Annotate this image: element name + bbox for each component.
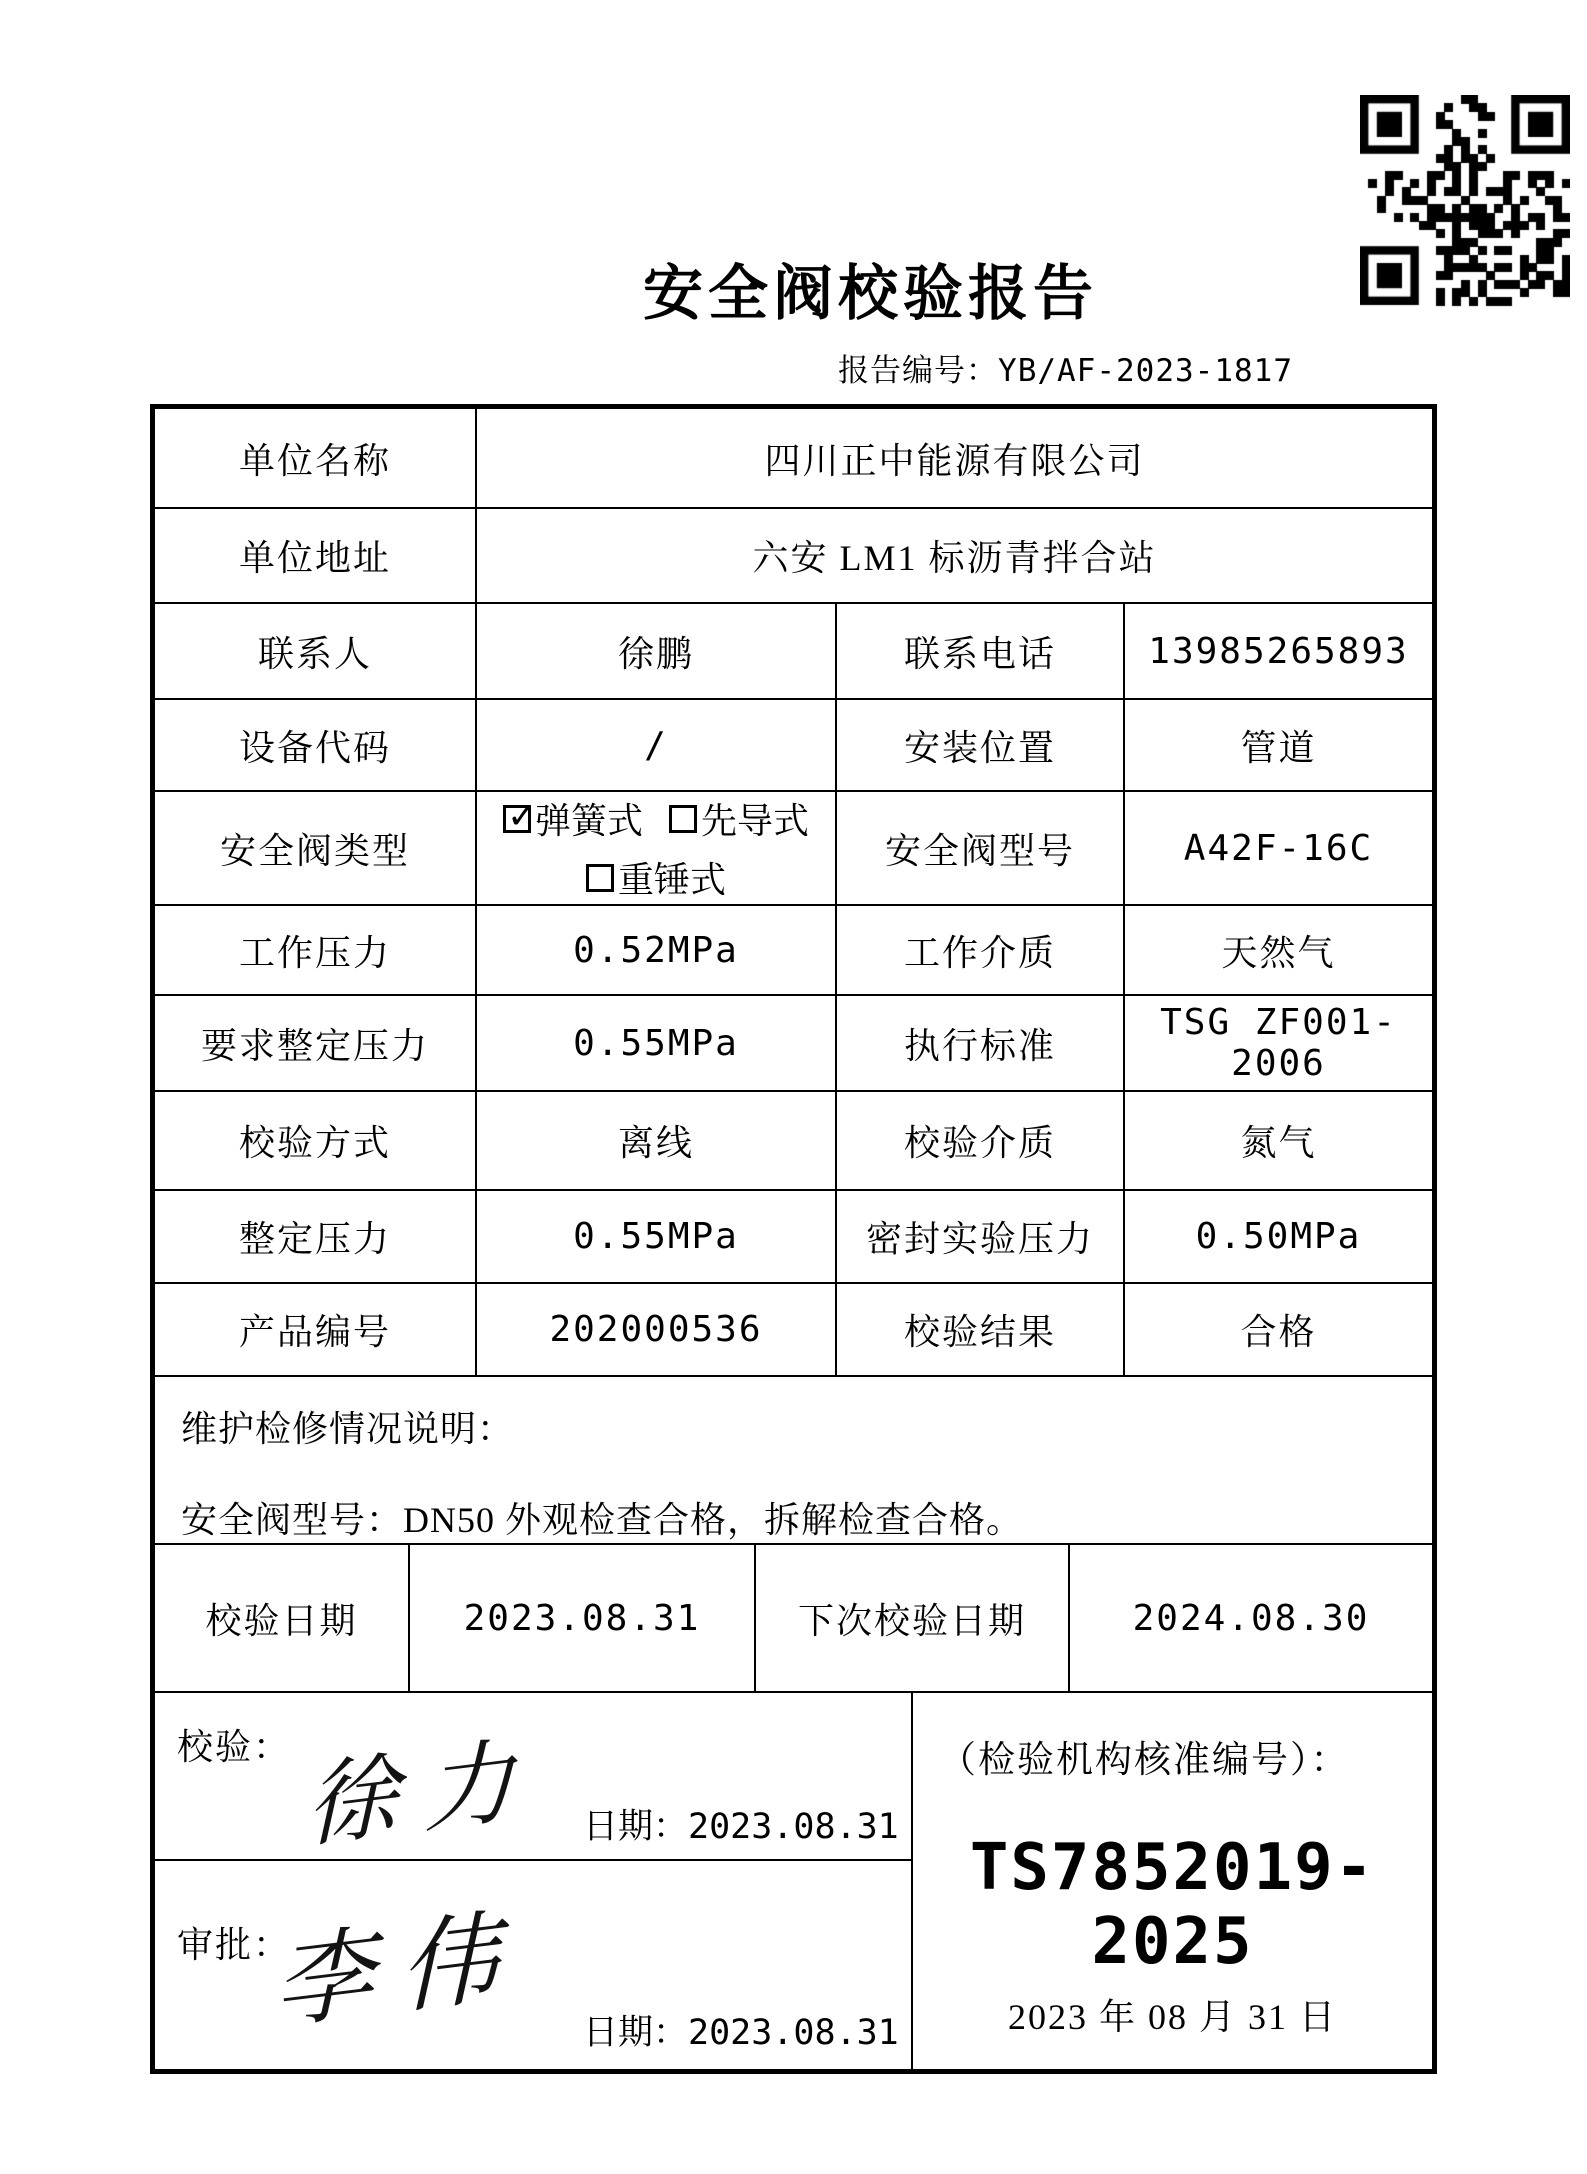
calibration-date-label: 校验日期 <box>155 1545 410 1693</box>
page-title: 安全阀校验报告 <box>643 261 1098 327</box>
report-number <box>838 345 1293 390</box>
next-calibration-date-value: 2024.08.30 <box>1070 1545 1432 1693</box>
calibration-date-value: 2023.08.31 <box>410 1545 756 1693</box>
unit-address-value: 六安 LM1 标沥青拌合站 <box>477 509 1432 604</box>
verify-date <box>583 1799 899 1849</box>
org-approval-code: TS7852019-2025 <box>969 1831 1376 1979</box>
org-cell <box>913 1693 1432 2069</box>
required-set-pressure-label: 要求整定压力 <box>155 996 477 1092</box>
checkbox-weight-type-icon <box>586 864 614 892</box>
verify-label: 校验： <box>177 1727 292 1767</box>
approve-signature: 李伟 <box>273 1899 526 2042</box>
report-number-label: 报告编号： <box>838 353 999 388</box>
contact-label: 联系人 <box>155 604 477 700</box>
report-number-value: YB/AF-2023-1817 <box>998 353 1293 389</box>
unit-name-label: 单位名称 <box>155 409 477 509</box>
unit-address-label: 单位地址 <box>155 509 477 604</box>
calibration-method-value: 离线 <box>477 1092 837 1191</box>
calibration-medium-label: 校验介质 <box>837 1092 1125 1191</box>
standard-label: 执行标准 <box>837 996 1125 1092</box>
calibration-medium-value: 氮气 <box>1125 1092 1432 1191</box>
signoff-section <box>155 1693 1432 2069</box>
valve-model-value: A42F-16C <box>1125 792 1432 906</box>
set-pressure-label: 整定压力 <box>155 1191 477 1284</box>
checkbox-spring-type-icon <box>503 805 531 833</box>
work-pressure-value: 0.52MPa <box>477 906 837 996</box>
set-pressure-value: 0.55MPa <box>477 1191 837 1284</box>
install-position-value: 管道 <box>1125 700 1432 792</box>
dates-row <box>155 1545 1432 1693</box>
report-table <box>150 404 1437 2074</box>
device-code-value: / <box>477 700 837 792</box>
info-grid <box>155 409 1432 1377</box>
maintenance-note-text: 安全阀型号：DN50 外观检查合格，拆解检查合格。 <box>181 1500 1023 1540</box>
checkbox-pilot-type-label: 先导式 <box>701 801 810 841</box>
approve-date <box>583 2005 899 2055</box>
valve-type-label: 安全阀类型 <box>155 792 477 906</box>
verify-date-label: 日期： <box>583 1807 689 1846</box>
verify-cell <box>155 1693 911 1861</box>
valve-type-line-2 <box>586 852 726 903</box>
issue-date: 2023 年 08 月 31 日 <box>1007 1997 1337 2037</box>
standard-value: TSG ZF001-2006 <box>1125 996 1432 1092</box>
device-code-label: 设备代码 <box>155 700 477 792</box>
checkbox-weight-type-label: 重锤式 <box>617 860 726 900</box>
unit-name-value: 四川正中能源有限公司 <box>477 409 1432 509</box>
phone-label: 联系电话 <box>837 604 1125 700</box>
maintenance-note-title: 维护检修情况说明： <box>181 1409 515 1449</box>
next-calibration-date-label: 下次校验日期 <box>756 1545 1070 1693</box>
calibration-method-label: 校验方式 <box>155 1092 477 1191</box>
approve-cell <box>155 1861 911 2069</box>
seal-test-pressure-value: 0.50MPa <box>1125 1191 1432 1284</box>
maintenance-note <box>155 1377 1432 1545</box>
work-medium-label: 工作介质 <box>837 906 1125 996</box>
required-set-pressure-value: 0.55MPa <box>477 996 837 1092</box>
checkbox-spring-type-label: 弹簧式 <box>534 801 643 841</box>
valve-type-options <box>477 792 837 906</box>
verify-date-value: 2023.08.31 <box>688 1807 899 1847</box>
result-label: 校验结果 <box>837 1284 1125 1377</box>
seal-test-pressure-label: 密封实验压力 <box>837 1191 1125 1284</box>
work-pressure-label: 工作压力 <box>155 906 477 996</box>
valve-type-line-1 <box>503 793 809 844</box>
org-approval-label: （检验机构核准编号）： <box>939 1740 1350 1781</box>
approve-date-label: 日期： <box>583 2013 689 2052</box>
valve-type-checkbox-group <box>503 793 809 903</box>
product-no-value: 202000536 <box>477 1284 837 1377</box>
approve-label: 审批： <box>177 1925 292 1965</box>
result-value: 合格 <box>1125 1284 1432 1377</box>
checkbox-pilot-type-icon <box>669 805 697 833</box>
product-no-label: 产品编号 <box>155 1284 477 1377</box>
valve-model-label: 安全阀型号 <box>837 792 1125 906</box>
approve-date-value: 2023.08.31 <box>688 2013 899 2053</box>
install-position-label: 安装位置 <box>837 700 1125 792</box>
work-medium-value: 天然气 <box>1125 906 1432 996</box>
signoff-left <box>155 1693 913 2069</box>
contact-value: 徐鹏 <box>477 604 837 700</box>
phone-value: 13985265893 <box>1125 604 1432 700</box>
verify-signature: 徐力 <box>305 1727 542 1859</box>
